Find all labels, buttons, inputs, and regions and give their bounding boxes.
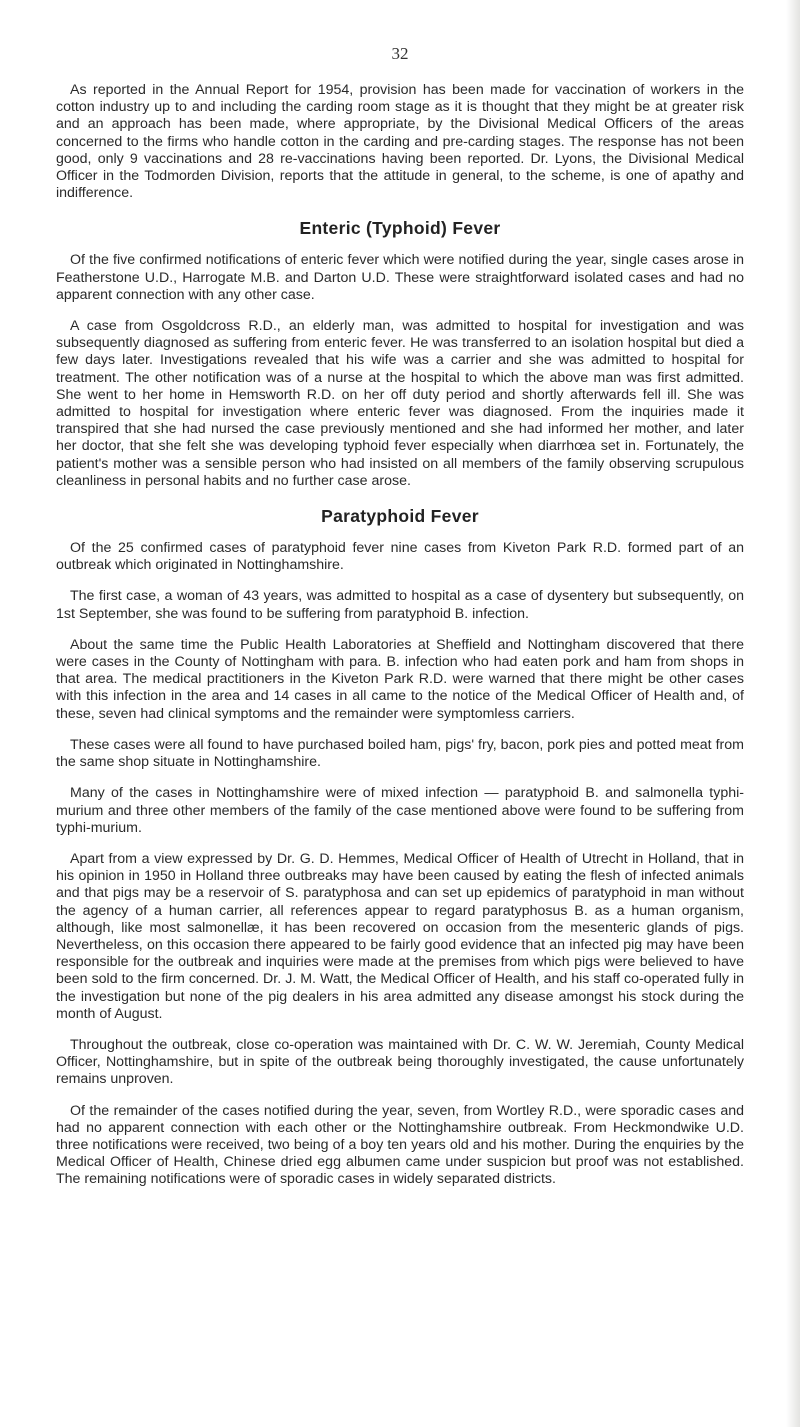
paratyphoid-paragraph: The first case, a woman of 43 years, was admitted to hospital as a case of dysentery but subsequently, on 1st September, she was found to be suffering from paratyphoid B. infection. — [56, 588, 744, 622]
enteric-paragraph: A case from Osgoldcross R.D., an elderly man, was admitted to hospital for investigation and was subsequently diagnosed as suffering from enteric fever. He was transferred to an isolation hospital but died a few days later. Investigations revealed that his wife was a carrier and she was admitted to hospital for treatment. The other notification was of a nurse at the hospital to which the above man was first admitted. She went to her home in Hemsworth R.D. on her off duty period and shortly afterwards fell ill. She was admitted to hospital for investigation where enteric fever was diagnosed. From the inquiries made it transpired that she had nursed the case previously mentioned and she had informed her mother, and later her doctor, that she felt she was developing typhoid fever especially when diarrhœa set in. Fortunately, the patient's mother was a sensible person who had insisted on all members of the family observing scrupulous cleanliness in personal habits and no further case arose. — [56, 318, 744, 489]
page-edge-shadow — [786, 0, 800, 1427]
paratyphoid-paragraph: Throughout the outbreak, close co-operation was maintained with Dr. C. W. W. Jeremiah, County Medical Officer, Nottinghamshire, but in spite of the outbreak being thoroughly investigated, the cause unfortunately remains unproven. — [56, 1036, 744, 1088]
intro-paragraph: As reported in the Annual Report for 1954, provision has been made for vaccination of workers in the cotton industry up to and including the carding room stage as it is thought that they might be at greater risk and an approach has been made, where appropriate, by the Divisional Medical Officers of the areas concerned to the firms who handle cotton in the carding and pre-carding stages. The response has not been good, only 9 vaccinations and 28 re-vaccinations having been reported. Dr. Lyons, the Divisional Medical Officer in the Todmorden Division, reports that the attitude in general, to the scheme, is one of apathy and indifference. — [56, 82, 744, 202]
enteric-fever-section — [56, 218, 744, 490]
paratyphoid-fever-section — [56, 506, 744, 1189]
enteric-fever-heading: Enteric (Typhoid) Fever — [299, 218, 501, 239]
document-body — [56, 82, 744, 1203]
paratyphoid-paragraph: Many of the cases in Nottinghamshire were of mixed infection — paratyphoid B. and salmonella typhi-murium and three other members of the family of the case mentioned above were found to be suffering from typhi-murium. — [56, 785, 744, 836]
enteric-paragraph: Of the five confirmed notifications of enteric fever which were notified during the year, single cases arose in Featherstone U.D., Harrogate M.B. and Darton U.D. These were straightforward isolated cases and had no apparent connection with any other case. — [56, 252, 744, 303]
paratyphoid-paragraph: These cases were all found to have purchased boiled ham, pigs' fry, bacon, pork pies and potted meat from the same shop situate in Nottinghamshire. — [56, 736, 744, 771]
paratyphoid-paragraph: Of the remainder of the cases notified during the year, seven, from Wortley R.D., were sporadic cases and had no apparent connection with each other or the Nottinghamshire outbreak. From Heckmondwike U.D. three notifications were received, two being of a boy ten years old and his mother. During the enquiries by the Medical Officer of Health, Chinese dried egg albumen came under suspicion but proof was not established. The remaining notifications were of sporadic cases in widely separated districts. — [56, 1102, 744, 1188]
paratyphoid-paragraph: Apart from a view expressed by Dr. G. D. Hemmes, Medical Officer of Health of Utrecht in Holland, that in his opinion in 1950 in Holland three outbreaks may have been caused by eating the flesh of infected animals and that pigs may be a reservoir of S. paratyphosa and can set up epidemics of paratyphoid in man without the agency of a human carrier, all references appear to regard paratyphosus B. as a human organism, although, like most salmonellæ, it has been recovered on occasion from the mesenteric glands of pigs. Nevertheless, on this occasion there appeared to be fairly good evidence that an infected pig may have been responsible for the outbreak and inquiries were made at the premises from which pigs were believed to have been sold to the firm concerned. Dr. J. M. Watt, the Medical Officer of Health, and his staff co-operated fully in the investigation but none of the pig dealers in his area admitted any disease amongst his stock during the month of August. — [56, 850, 744, 1022]
paratyphoid-paragraph: About the same time the Public Health Laboratories at Sheffield and Nottingham discovered that there were cases in the County of Nottingham with para. B. infection who had eaten pork and ham from shops in that area. The medical practitioners in the Kiveton Park R.D. were warned that there might be other cases with this infection in the area and 14 cases in all came to the notice of the Medical Officer of Health and, of these, seven had clinical symptoms and the remainder were symptomless carriers. — [56, 636, 744, 722]
page-number: 32 — [391, 44, 409, 63]
paratyphoid-fever-heading: Paratyphoid Fever — [321, 506, 479, 527]
paratyphoid-paragraph: Of the 25 confirmed cases of paratyphoid fever nine cases from Kiveton Park R.D. formed part of an outbreak which originated in Nottinghamshire. — [56, 540, 744, 574]
